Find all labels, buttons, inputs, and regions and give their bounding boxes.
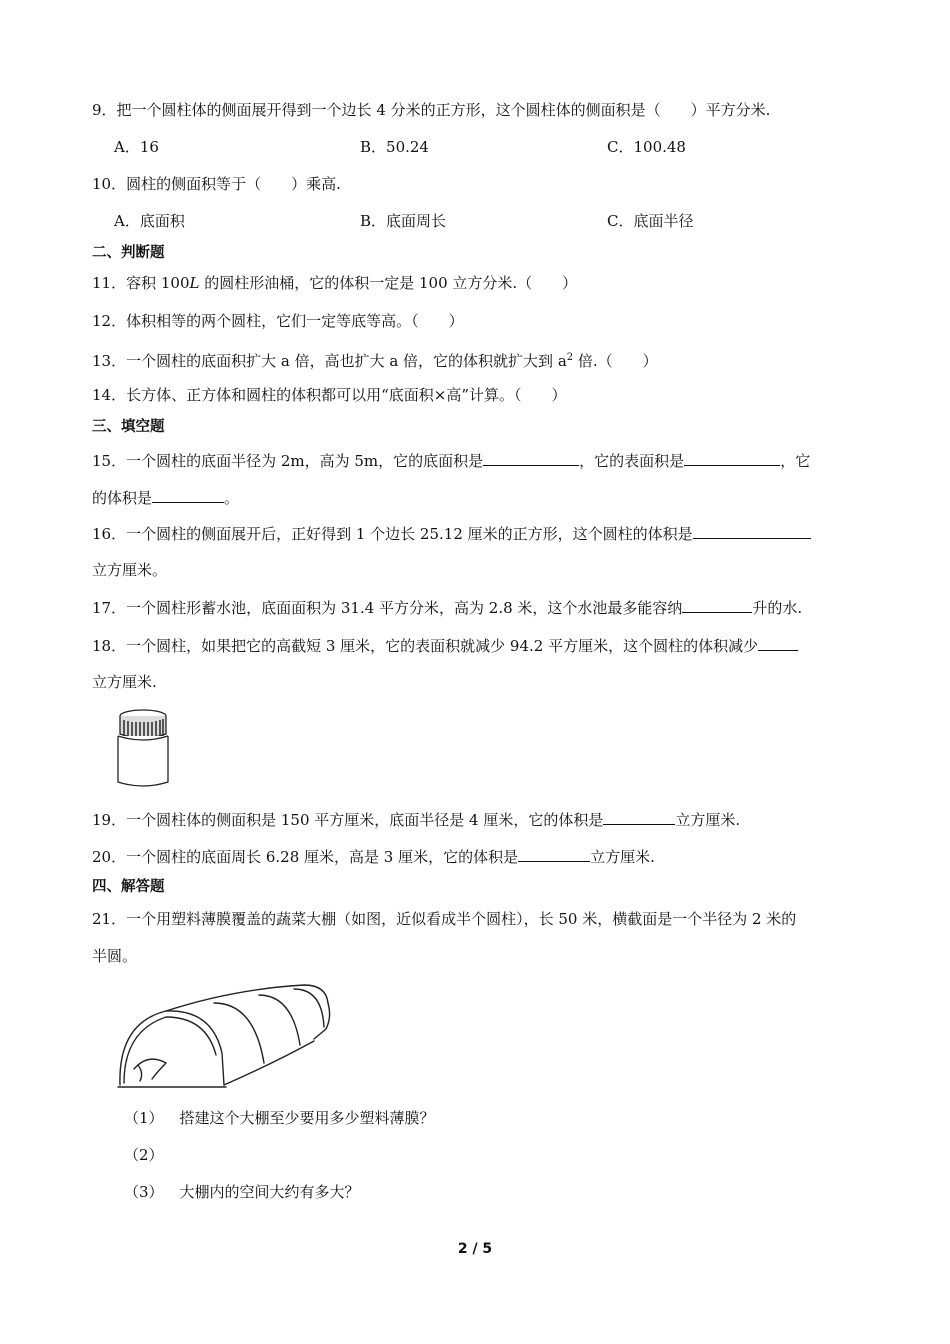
question-16-line2: 立方厘米。 — [92, 561, 168, 579]
section-heading-judgement: 二、判断题 — [92, 245, 165, 261]
q18-a: 18．一个圆柱，如果把它的高截短 3 厘米，它的表面积就减少 94.2 平方厘米，这个圆柱的体积减少 — [92, 637, 759, 655]
q11-post: 的圆柱形油桶，它的体积一定是 100 立方分米.（ ） — [199, 274, 578, 292]
q20-a: 20．一个圆柱的底面周长 6.28 厘米，高是 3 厘米，它的体积是 — [92, 848, 519, 866]
sub2-number: （2） — [124, 1146, 164, 1164]
question-21-line2: 半圆。 — [92, 947, 138, 965]
q13-post: 倍.（ ） — [573, 352, 658, 370]
question-21-line1: 21．一个用塑料薄膜覆盖的蔬菜大棚（如图，近似看成半个圆柱），长 50 米，横截面是一个半径为 2 米的 — [92, 910, 797, 928]
section-heading-fill: 三、填空题 — [92, 419, 165, 435]
q16-a: 16．一个圆柱的侧面展开后，正好得到 1 个边长 25.12 厘米的正方形，这个圆柱的体积是 — [92, 525, 693, 543]
answer-blank — [682, 596, 752, 613]
answer-blank — [152, 486, 224, 503]
q17-a: 17．一个圆柱形蓄水池，底面面积为 31.4 平方分米，高为 2.8 米，这个水池最多能容纳 — [92, 599, 683, 617]
q20-b: 立方厘米. — [590, 848, 655, 866]
answer-blank — [603, 808, 675, 825]
answer-blank — [758, 634, 798, 651]
q15-d: 的体积是 — [92, 489, 153, 507]
question-16-line1 — [92, 522, 811, 545]
q9-option-c: C．100.48 — [607, 138, 686, 156]
q9-option-a: A．16 — [114, 138, 159, 156]
q10-option-c: C．底面半径 — [607, 212, 694, 230]
question-19 — [92, 808, 740, 831]
sub3-number: （3） — [124, 1183, 164, 1201]
q15-e: 。 — [224, 489, 240, 507]
q9-option-b: B．50.24 — [360, 138, 429, 156]
section-heading-solve: 四、解答题 — [92, 879, 165, 895]
sub1-number: （1） — [124, 1109, 164, 1127]
greenhouse-illustration — [114, 983, 336, 1093]
sub-question-1 — [124, 1107, 435, 1129]
q13-sup: 2 — [566, 352, 574, 363]
question-13 — [92, 347, 658, 372]
jar-illustration — [112, 706, 174, 790]
q11-unit: L — [189, 274, 200, 292]
question-9: 9．把一个圆柱体的侧面展开得到一个边长 4 分米的正方形，这个圆柱体的侧面积是（ ）平方分米. — [92, 101, 771, 119]
question-14: 14．长方体、正方体和圆柱的体积都可以用“底面积×高”计算。（ ） — [92, 386, 567, 404]
sub-question-3 — [124, 1181, 360, 1203]
q17-b: 升的水. — [752, 599, 803, 617]
answer-blank — [483, 449, 579, 466]
question-12: 12．体积相等的两个圆柱，它们一定等底等高。（ ） — [92, 312, 464, 330]
question-18-line1 — [92, 634, 798, 657]
answer-blank — [518, 845, 590, 862]
question-10: 10．圆柱的侧面积等于（ ）乘高. — [92, 175, 341, 193]
q10-option-b: B．底面周长 — [360, 212, 447, 230]
answer-blank — [693, 522, 811, 539]
question-15-line1 — [92, 449, 810, 472]
question-17 — [92, 596, 802, 619]
q15-a: 15．一个圆柱的底面半径为 2m，高为 5m，它的底面积是 — [92, 452, 484, 470]
q15-b: ，它的表面积是 — [579, 452, 685, 470]
question-15-line2 — [92, 486, 239, 509]
sub3-text: 大棚内的空间大约有多大？ — [179, 1183, 360, 1201]
q15-c: ，它 — [780, 452, 811, 470]
question-11 — [92, 272, 577, 294]
q19-b: 立方厘米. — [675, 811, 741, 829]
q19-a: 19．一个圆柱体的侧面积是 150 平方厘米，底面半径是 4 厘米，它的体积是 — [92, 811, 604, 829]
sub1-text: 搭建这个大棚至少要用多少塑料薄膜？ — [179, 1109, 435, 1127]
sub-question-2 — [124, 1144, 164, 1166]
question-18-line2: 立方厘米. — [92, 673, 157, 691]
page-number: 2 / 5 — [457, 1241, 493, 1257]
q13-pre: 13．一个圆柱的底面积扩大 a 倍，高也扩大 a 倍，它的体积就扩大到 a — [92, 352, 567, 370]
q11-pre: 11．容积 100 — [92, 274, 190, 292]
q10-option-a: A．底面积 — [114, 212, 185, 230]
answer-blank — [684, 449, 780, 466]
question-20 — [92, 845, 655, 868]
